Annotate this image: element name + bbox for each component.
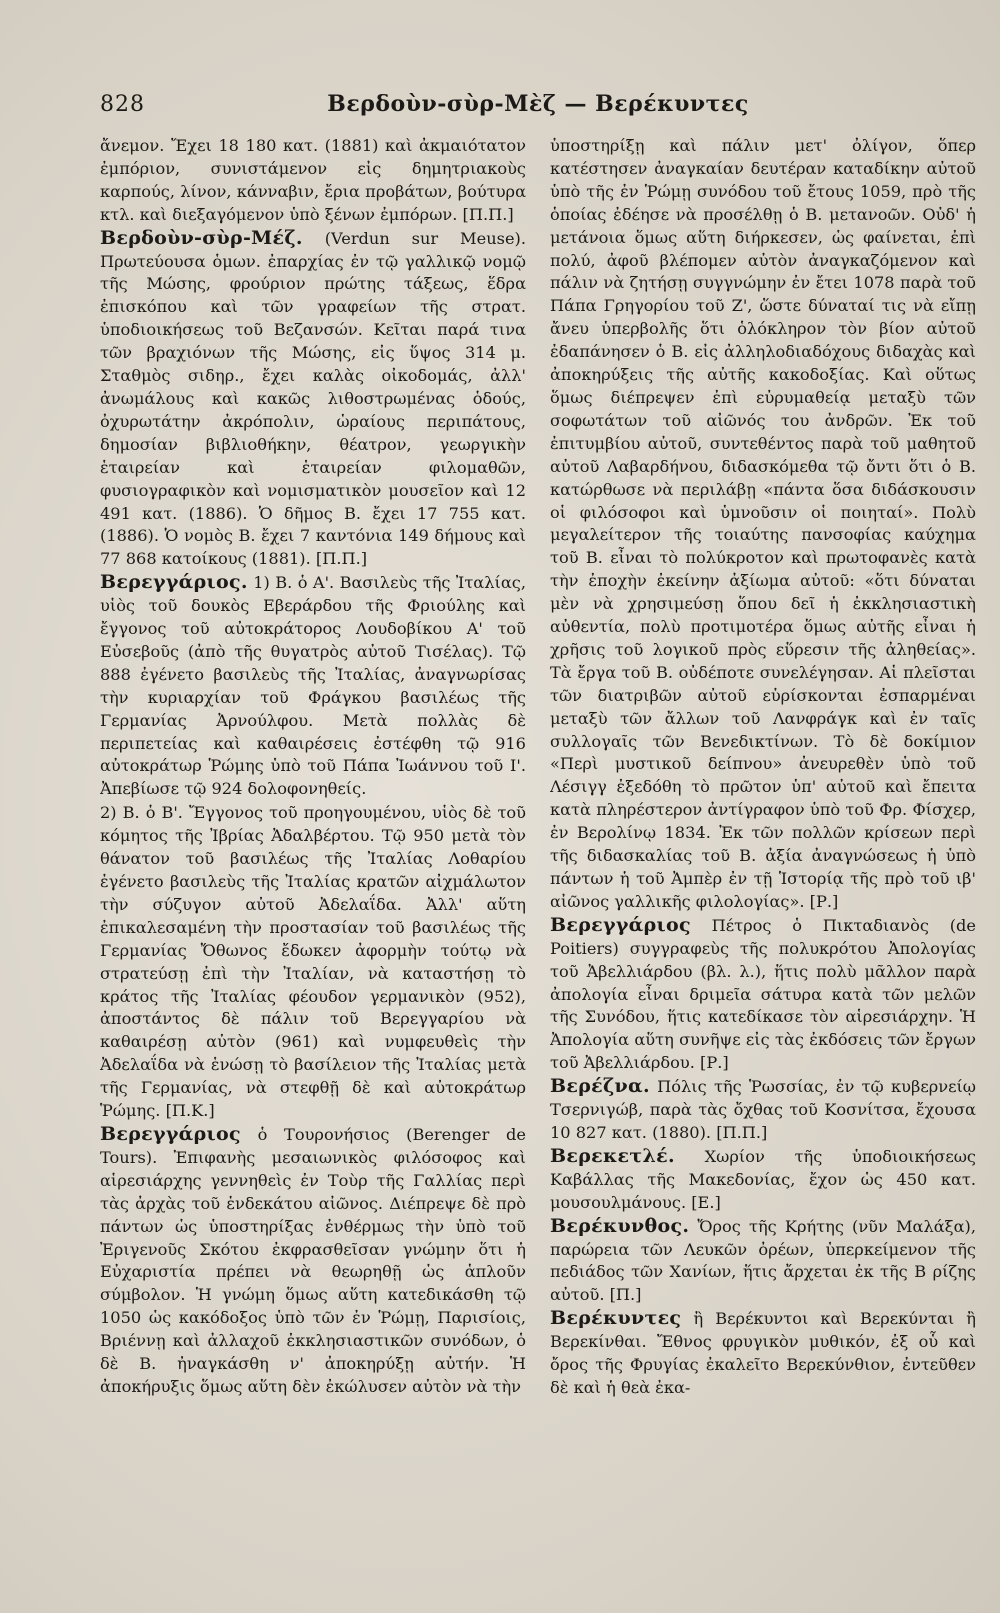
entry-headword: Βερεγγάριος. [100, 571, 248, 594]
entry [100, 571, 526, 801]
entry-text: ἄνεμον. Ἔχει 18 180 κατ. (1881) καὶ ἀκμαιότατον ἐμπόριον, συνιστάμενον εἰς δημητριακοὺς καρπούς, λίνον, κάνναβιν, ἔρια προβάτων, βούτυρα κτλ. καὶ διεξαγόμενον ὑπὸ ξένων ἐμπόρων. [Π.Π.] [100, 136, 526, 224]
entry [100, 134, 526, 227]
entry [550, 1215, 976, 1308]
entry-headword: Βερεγγάριος [550, 913, 691, 936]
entry-headword: Βερεγγάριος [100, 1122, 241, 1145]
text-columns [100, 134, 976, 1593]
left-column [100, 134, 526, 1593]
entry-text: ὑποστηρίξῃ καὶ πάλιν μετ' ὀλίγον, ὅπερ κατέστησεν ἀναγκαίαν δευτέραν καταδίκην αὐτοῦ ὑπὸ τῆς ἐν Ῥώμῃ συνόδου τοῦ ἔτους 1059, πρὸ τῆς ὁποίας ἐδέησε νὰ προσέλθῃ ὁ Β. μετανοῶν. Οὐδ' ἡ μετάνοια ὅμως αὕτη διήρκεσεν, ὡς φαίνεται, ἐπὶ πολύ, ἀφοῦ βλέπομεν αὐτὸν ἀναγκαζόμενον καὶ πάλιν νὰ ζητήσῃ συγγνώμην ἐν ἔτει 1078 παρὰ τοῦ Πάπα Γρηγορίου τοῦ Ζ', ὥστε δύναταί τις νὰ εἴπῃ ἄνευ ὑπερβολῆς ὅτι ὁλόκληρον τὸν βίον αὐτοῦ ἐδαπάνησεν ὁ Β. εἰς ἀλληλοδιαδόχους διδαχὰς καὶ ἀποκηρύξεις τῆς αὐτῆς κακοδοξίας. Καὶ οὕτως ὅμως διέπρεψεν ἐπὶ εὐρυμαθείᾳ μεταξὺ τῶν σοφωτάτων τοῦ αἰῶνός του ἀνδρῶν. Ἐκ τοῦ ἐπιτυμβίου αὐτοῦ, συντεθέντος παρὰ τοῦ μαθητοῦ αὐτοῦ Λαβαρδήνου, διδασκόμεθα τῷ ὄντι ὅτι ὁ Β. κατώρθωσε νὰ περιλάβῃ «πάντα ὅσα διδάσκουσιν οἱ φιλόσοφοι καὶ ὑμνοῦσιν οἱ ποιηταί». Πολὺ μεγαλείτερον τῆς τοιαύτης πανσοφίας καύχημα τοῦ Β. εἶναι τὸ πολύκροτον καὶ πρωτοφανὲς κατὰ τὴν ἐποχὴν ἐκείνην ἀξίωμα αὐτοῦ: «ὅτι δύναται μὲν νὰ χρησιμεύσῃ ὅπου δεῖ ἡ ἐκκλησιαστικὴ αὐθεντία, πολὺ προτιμοτέρα ὅμως αὐτῆς εἶναι ἡ χρῆσις τοῦ λογικοῦ πρὸς εὕρεσιν τῆς ἀληθείας». Τὰ ἔργα τοῦ Β. οὐδέποτε συνελέγησαν. Αἱ πλεῖσται τῶν διατριβῶν αὐτοῦ εὑρίσκονται ἐσπαρμέναι μεταξὺ τῶν ἄλλων τοῦ Λανφράγκ καὶ ἐν ταῖς συλλογαῖς τῶν Βενεδικτίνων. Τὸ δὲ δοκίμιον «Περὶ μυστικοῦ δείπνου» ἀνευρεθὲν ὑπὸ τοῦ Λέσιγγ ἐξεδόθη τὸ πρῶτον ὑπ' αὐτοῦ καὶ ἔπειτα κατὰ πληρέστερον ἀντίγραφον ὑπὸ τοῦ Φρ. Φίσχερ, ἐν Βερολίνῳ 1834. Ἐκ τῶν πολλῶν κρίσεων περὶ τῆς διδασκαλίας τοῦ Β. ἀξία ἀναγνώσεως ἡ ὑπὸ πάντων ἡ τοῦ Ἀμπὲρ ἐν τῇ Ἱστορίᾳ τῆς πρὸ τοῦ ιβ' αἰῶνος γαλλικῆς φιλολογίας». [Ρ.] [550, 136, 976, 911]
entry-text: Πόλις τῆς Ῥωσσίας, ἐν τῷ κυβερνείῳ Τσερνιγώβ, παρὰ τὰς ὄχθας τοῦ Κοσνίτσα, ἔχουσα 10 827 κατ. (1880). [Π.Π.] [550, 1077, 976, 1142]
entry-text: 1) Β. ὁ Α'. Βασιλεὺς τῆς Ἰταλίας, υἱὸς τοῦ δουκὸς Εβεράρδου τῆς Φριούλης καὶ ἔγγονος τοῦ αὐτοκράτορος Λουδοβίκου Α' τοῦ Εὐσεβοῦς (ἀπὸ τῆς θυγατρὸς αὐτοῦ Τισέλας). Τῷ 888 ἐγένετο βασιλεὺς τῆς Ἰταλίας, ἀναγνωρίσας τὴν κυριαρχίαν τοῦ Φράγκου βασιλέως τῆς Γερμανίας Ἀρνούλφου. Μετὰ πολλὰς δὲ περιπετείας καὶ καθαιρέσεις ἐστέφθη τῷ 916 αὐτοκράτωρ Ῥώμης ὑπὸ τοῦ Πάπα Ἰωάννου τοῦ Ι'. Ἀπεβίωσε τῷ 924 δολοφονηθείς. [100, 573, 526, 799]
right-column [550, 134, 976, 1593]
entry-text: Χωρίον τῆς ὑποδιοικήσεως Καβάλλας τῆς Μακεδονίας, ἔχον ὡς 450 κατ. μουσουλμάνους. [Ε.] [550, 1146, 976, 1212]
entry-text: 2) Β. ὁ Β'. Ἔγγονος τοῦ προηγουμένου, υἱὸς δὲ τοῦ κόμητος τῆς Ἰβρίας Ἀδαλβέρτου. Τῷ 950 μετὰ τὸν θάνατον τοῦ βασιλέως τῆς Ἰταλίας Λοθαρίου ἐγένετο βασιλεὺς τῆς Ἰταλίας κρατῶν αἰχμάλωτον τὴν σύζυγον αὐτοῦ Ἀδελαΐδα. Ἀλλ' αὕτη ἐπικαλεσαμένη τὴν προστασίαν τοῦ βασιλέως τῆς Γερμανίας Ὄθωνος ἔδωκεν ἀφορμὴν τούτῳ νὰ στρατεύσῃ ἐπὶ τὴν Ἰταλίαν, νὰ καταστήσῃ τὸ κράτος τῆς Ἰταλίας φέουδον γερμανικὸν (952), ἀποστάντος δὲ πάλιν τοῦ Βερεγγαρίου νὰ καθαιρέσῃ αὐτὸν (961) καὶ νυμφευθεὶς τὴν Ἀδελαΐδα νὰ ἑνώσῃ τὸ βασίλειον τῆς Ἰταλίας μετὰ τῆς Γερμανίας, νὰ στεφθῇ δὲ καὶ αὐτοκράτωρ Ῥώμης. [Π.Κ.] [100, 803, 526, 1121]
running-head: Βερδοὺν-σὺρ-Μὲζ — Βερέκυντες [327, 91, 749, 117]
entry [550, 1145, 976, 1215]
entry-text: (Verdun sur Meuse). Πρωτεύουσα ὁμων. ἐπαρχίας ἐν τῷ γαλλικῷ νομῷ τῆς Μώσης, φρούριον πρώτης τάξεως, ἕδρα ἐπισκόπου καὶ τῶν γραφείων τῆς στρατ. ὑποδιοικήσεως τοῦ Βεζανσών. Κεῖται παρά τινα τῶν βραχιόνων τῆς Μώσης, εἰς ὕψος 314 μ. Σταθμὸς σιδηρ., ἔχει καλὰς οἰκοδομάς, ἀλλ' ἀνωμάλους καὶ κακῶς λιθοστρωμένας ὁδούς, ὀχυρωτάτην ἀκρόπολιν, ὡραίους περιπάτους, δημοσίαν βιβλιοθήκην, θέατρον, γεωργικὴν ἑταιρείαν καὶ ἑταιρείαν φιλομαθῶν, φυσιογραφικὸν καὶ νομισματικὸν μουσεῖον καὶ 12 491 κατ. (1886). Ὁ δῆμος Β. ἔχει 17 755 κατ. (1886). Ὁ νομὸς Β. ἔχει 7 καντόνια 149 δήμους καὶ 77 868 κατοίκους (1881). [Π.Π.] [100, 228, 526, 569]
entry-headword: Βερδοὺν-σὺρ-Μέζ. [100, 226, 303, 249]
entry [100, 1123, 526, 1399]
entry-headword: Βερεκετλέ. [550, 1144, 675, 1167]
page-number: 828 [100, 92, 145, 117]
entry [550, 1075, 976, 1145]
entry-headword: Βερέκυντες [550, 1307, 682, 1330]
entry-text: Ὄρος τῆς Κρήτης (νῦν Μαλάξα), παρώρεια τῶν Λευκῶν ὀρέων, ὑπερκείμενον τῆς πεδιάδος τῶν Χανίων, ἥτις ἄρχεται ἐκ τῆς Β ρίζης αὐτοῦ. [Π.] [550, 1216, 976, 1305]
entry [550, 134, 976, 914]
entry [550, 1307, 976, 1400]
entry-headword: Βερέκυνθος. [550, 1214, 690, 1237]
entry-headword: Βερέζνα. [550, 1075, 650, 1098]
entry-text: ὁ Τουρονήσιος (Berenger de Tours). Ἐπιφανὴς μεσαιωνικὸς φιλόσοφος καὶ αἱρεσιάρχης γεννηθεὶς ἐν Τοὺρ τῆς Γαλλίας περὶ τὰς ἀρχὰς τοῦ ἑνδεκάτου αἰῶνος. Διέπρεψε δὲ πρὸ πάντων ὡς ὑποστηρίξας ἐνθέρμως τὴν ὑπὸ τοῦ Ἐριγενοῦς Σκότου ἐκφρασθεῖσαν γνώμην ὅτι ἡ Εὐχαριστία πρέπει νὰ θεωρηθῇ ὡς ἁπλοῦν σύμβολον. Ἡ γνώμη ὅμως αὕτη κατεδικάσθη τῷ 1050 ὡς κακόδοξος ὑπὸ τῶν ἐν Ῥώμῃ, Παρισίοις, Βριέννῃ καὶ ἀλλαχοῦ ἐκκλησιαστικῶν συνόδων, ὁ δὲ Β. ἠναγκάσθη ν' ἀποκηρύξῃ αὐτήν. Ἡ ἀποκήρυξις ὅμως αὕτη δὲν ἐκώλυσεν αὐτὸν νὰ τὴν [100, 1124, 526, 1396]
entry-text: Πέτρος ὁ Πικταδιανὸς (de Poitiers) συγγραφεὺς τῆς πολυκρότου Ἀπολογίας τοῦ Ἀβελλιάρδου (βλ. λ.), ἥτις πολὺ μᾶλλον παρὰ ἀπολογία εἶναι δριμεῖα σάτυρα κατὰ τῶν μελῶν τῆς Συνόδου, ἥτις κατεδίκασε τὸν αἱρεσιάρχην. Ἡ Ἀπολογία αὕτη συνῆψε εἰς τὰς ἐκδόσεις τῶν ἔργων τοῦ Ἀβελλιάρδου. [Ρ.] [550, 915, 976, 1073]
entry-text: ἢ Βερέκυντοι καὶ Βερεκύνται ἢ Βερεκίνθαι. Ἔθνος φρυγικὸν μυθικόν, ἐξ οὗ καὶ ὄρος τῆς Φρυγίας ἐκαλεῖτο Βερεκύνθιον, ἐντεῦθεν δὲ καὶ ἡ θεὰ ἐκα- [550, 1309, 976, 1397]
page-header [100, 92, 976, 122]
entry [550, 914, 976, 1075]
entry [100, 227, 526, 572]
entry [100, 801, 526, 1123]
